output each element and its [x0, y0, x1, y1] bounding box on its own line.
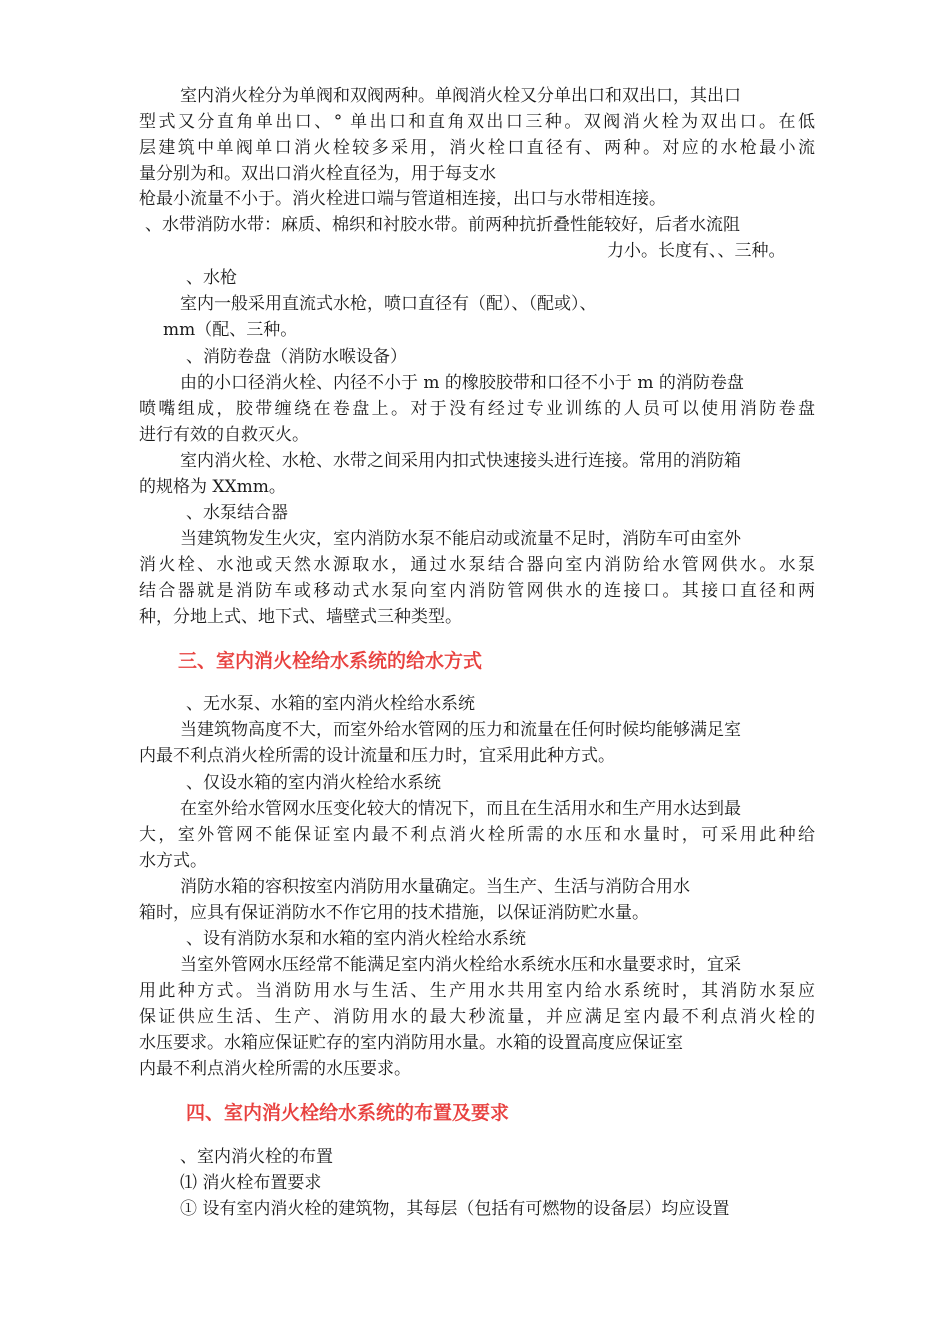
paragraph-line: 、水带消防水带：麻质、棉织和衬胶水带。前两种抗折叠性能较好，后者水流阻: [145, 215, 740, 235]
paragraph-line: 当建筑物高度不大，而室外给水管网的压力和流量在任何时候均能够满足室: [180, 720, 741, 740]
paragraph-line: 箱时，应具有保证消防水不作它用的技术措施，以保证消防贮水量。: [139, 903, 649, 923]
paragraph-line: 力小。长度有、、三种。: [607, 241, 786, 261]
paragraph-line: 室内一般采用直流式水枪，喷口直径有（配）、（配或）、: [180, 294, 597, 314]
paragraph-line: 量分别为和。双出口消火栓直径为，用于每支水: [139, 164, 496, 184]
paragraph-line: 大，室外管网不能保证室内最不利点消火栓所需的水压和水量时，可采用此种给: [139, 825, 815, 845]
paragraph-line: 层建筑中单阀单口消火栓较多采用，消火栓口直径有、两种。对应的水枪最小流: [139, 138, 815, 158]
paragraph-line: 喷嘴组成，胶带缠绕在卷盘上。对于没有经过专业训练的人员可以使用消防卷盘: [139, 399, 815, 419]
subheading: 、仅设水箱的室内消火栓给水系统: [186, 773, 441, 793]
paragraph-line: 内最不利点消火栓所需的水压要求。: [139, 1059, 411, 1079]
list-item: ① 设有室内消火栓的建筑物，其每层（包括有可燃物的设备层）均应设置: [180, 1199, 730, 1219]
paragraph-line: 消防水箱的容积按室内消防用水量确定。当生产、生活与消防合用水: [180, 877, 690, 897]
section-heading: 三、室内消火栓给水系统的给水方式: [178, 650, 483, 672]
paragraph-line: 在室外给水管网水压变化较大的情况下，而且在生活用水和生产用水达到最: [180, 799, 741, 819]
paragraph-line: 结合器就是消防车或移动式水泵向室内消防管网供水的连接口。其接口直径和两: [139, 581, 815, 601]
subheading: 、无水泵、水箱的室内消火栓给水系统: [186, 694, 475, 714]
paragraph-line: 水压要求。水箱应保证贮存的室内消防用水量。水箱的设置高度应保证室: [139, 1033, 683, 1053]
paragraph-line: mm（配、三种。: [163, 320, 298, 340]
paragraph-line: 室内消火栓分为单阀和双阀两种。单阀消火栓又分单出口和双出口，其出口: [180, 86, 741, 106]
paragraph-line: 型式又分直角单出口、° 单出口和直角双出口三种。双阀消火栓为双出口。在低: [139, 112, 815, 132]
paragraph-line: 枪最小流量不小于。消火栓进口端与管道相连接，出口与水带相连接。: [139, 189, 666, 209]
subheading: 、室内消火栓的布置: [180, 1147, 333, 1167]
paragraph-line: 当建筑物发生火灾，室内消防水泵不能启动或流量不足时，消防车可由室外: [180, 529, 741, 549]
paragraph-line: 的规格为 XXmm。: [139, 477, 286, 497]
paragraph-line: 消火栓、水池或天然水源取水，通过水泵结合器向室内消防给水管网供水。水泵: [139, 555, 815, 575]
paragraph-line: 当室外管网水压经常不能满足室内消火栓给水系统水压和水量要求时，宜采: [180, 955, 741, 975]
paragraph-line: 室内消火栓、水枪、水带之间采用内扣式快速接头进行连接。常用的消防箱: [180, 451, 741, 471]
subheading: 、水泵结合器: [186, 503, 288, 523]
subheading: 、设有消防水泵和水箱的室内消火栓给水系统: [186, 929, 526, 949]
subheading: 、水枪: [186, 268, 237, 288]
paragraph-line: 种，分地上式、地下式、墙壁式三种类型。: [139, 607, 462, 627]
paragraph-line: 内最不利点消火栓所需的设计流量和压力时，宜采用此种方式。: [139, 746, 615, 766]
paragraph-line: 用此种方式。当消防用水与生活、生产用水共用室内给水系统时，其消防水泵应: [139, 981, 815, 1001]
paragraph-line: 由的小口径消火栓、内径不小于 m 的橡胶胶带和口径不小于 m 的消防卷盘: [180, 373, 744, 393]
paragraph-line: 进行有效的自救灭火。: [139, 425, 309, 445]
subheading: 、消防卷盘（消防水喉设备）: [186, 347, 407, 367]
list-item: ⑴ 消火栓布置要求: [180, 1173, 322, 1193]
section-heading: 四、室内消火栓给水系统的布置及要求: [186, 1102, 510, 1124]
paragraph-line: 保证供应生活、生产、消防用水的最大秒流量，并应满足室内最不利点消火栓的: [139, 1007, 815, 1027]
paragraph-line: 水方式。: [139, 851, 207, 871]
